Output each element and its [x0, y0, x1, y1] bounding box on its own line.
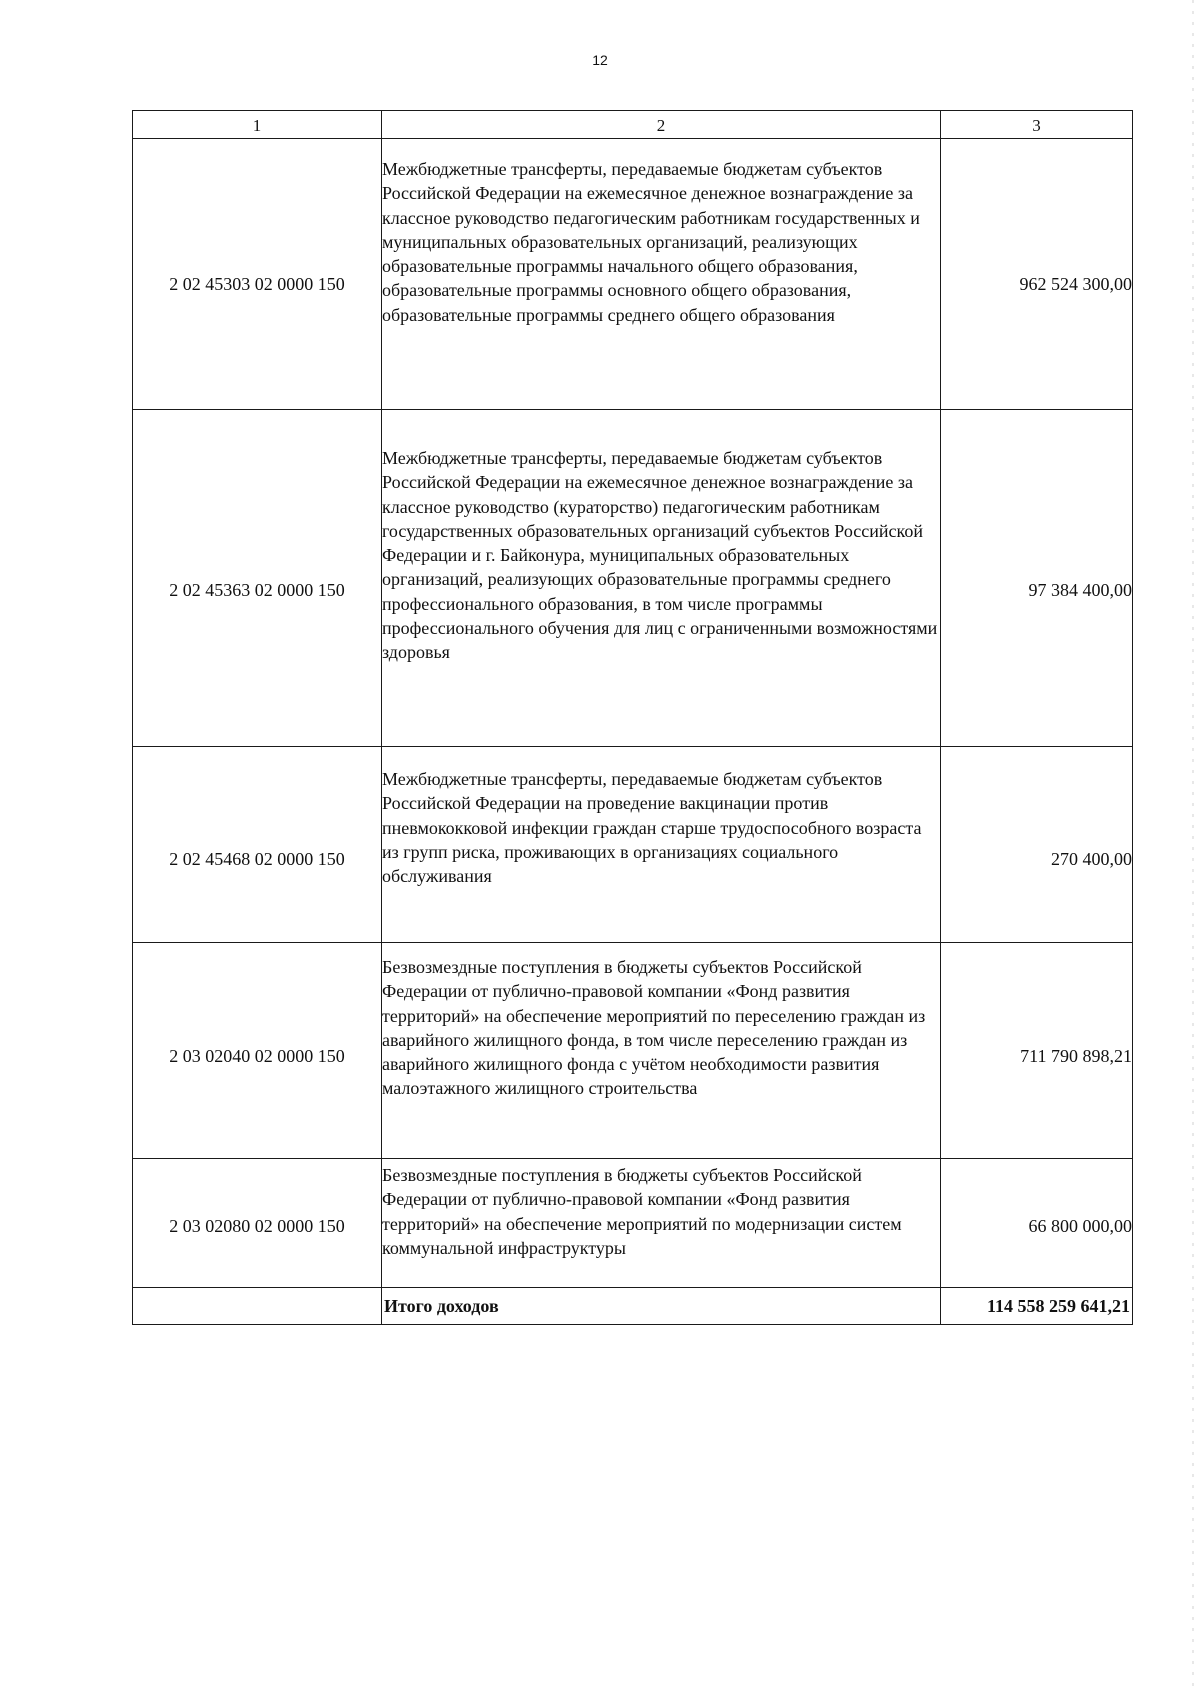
- total-label: Итого доходов: [382, 1288, 941, 1325]
- row-amount: 711 790 898,21: [941, 943, 1133, 1159]
- row-code: 2 03 02040 02 0000 150: [133, 943, 382, 1159]
- row-amount: 97 384 400,00: [941, 410, 1133, 747]
- table-row: [133, 1159, 1133, 1288]
- scan-edge-artifact: [1192, 0, 1194, 1686]
- row-description: Безвозмездные поступления в бюджеты субъектов Российской Федерации от публично-правовой компании «Фонд развития территорий» на обеспечение мероприятий по модернизации систем коммунальной инфраструктуры: [382, 1159, 941, 1288]
- total-amount: 114 558 259 641,21: [941, 1288, 1133, 1325]
- row-amount: 962 524 300,00: [941, 139, 1133, 410]
- table-row: [133, 943, 1133, 1159]
- row-code: 2 02 45363 02 0000 150: [133, 410, 382, 747]
- column-header-1: 1: [133, 111, 382, 139]
- total-row: [133, 1288, 1133, 1325]
- total-code-empty: [133, 1288, 382, 1325]
- table-row: [133, 747, 1133, 943]
- row-description: Безвозмездные поступления в бюджеты субъектов Российской Федерации от публично-правовой компании «Фонд развития территорий» на обеспечение мероприятий по переселению граждан из аварийного жилищного фонда, в том числе переселению граждан из аварийного жилищного фонда с учётом необходимости развития малоэтажного жилищного строительства: [382, 943, 941, 1159]
- row-description: Межбюджетные трансферты, передаваемые бюджетам субъектов Российской Федерации на проведение вакцинации против пневмококковой инфекции граждан старше трудоспособного возраста из групп риска, проживающих в организациях социального обслуживания: [382, 747, 941, 943]
- row-amount: 66 800 000,00: [941, 1159, 1133, 1288]
- page-number: 12: [592, 52, 608, 68]
- row-code: 2 02 45468 02 0000 150: [133, 747, 382, 943]
- table-row: [133, 139, 1133, 410]
- column-header-3: 3: [941, 111, 1133, 139]
- row-code: 2 03 02080 02 0000 150: [133, 1159, 382, 1288]
- revenue-table: [132, 110, 1133, 1325]
- table-row: [133, 410, 1133, 747]
- row-code: 2 02 45303 02 0000 150: [133, 139, 382, 410]
- row-description: Межбюджетные трансферты, передаваемые бюджетам субъектов Российской Федерации на ежемесячное денежное вознаграждение за классное руководство педагогическим работникам государственных и муниципальных образовательных организаций, реализующих образовательные программы начального общего образования, образовательные программы основного общего образования, образовательные программы среднего общего образования: [382, 139, 941, 410]
- row-amount: 270 400,00: [941, 747, 1133, 943]
- table-header-row: [133, 111, 1133, 139]
- column-header-2: 2: [382, 111, 941, 139]
- row-description: Межбюджетные трансферты, передаваемые бюджетам субъектов Российской Федерации на ежемесячное денежное вознаграждение за классное руководство (кураторство) педагогическим работникам государственных образовательных организаций субъектов Российской Федерации и г. Байконура, муниципальных образовательных организаций, реализующих образовательные программы среднего профессионального образования, в том числе программы профессионального обучения для лиц с ограниченными возможностями здоровья: [382, 410, 941, 747]
